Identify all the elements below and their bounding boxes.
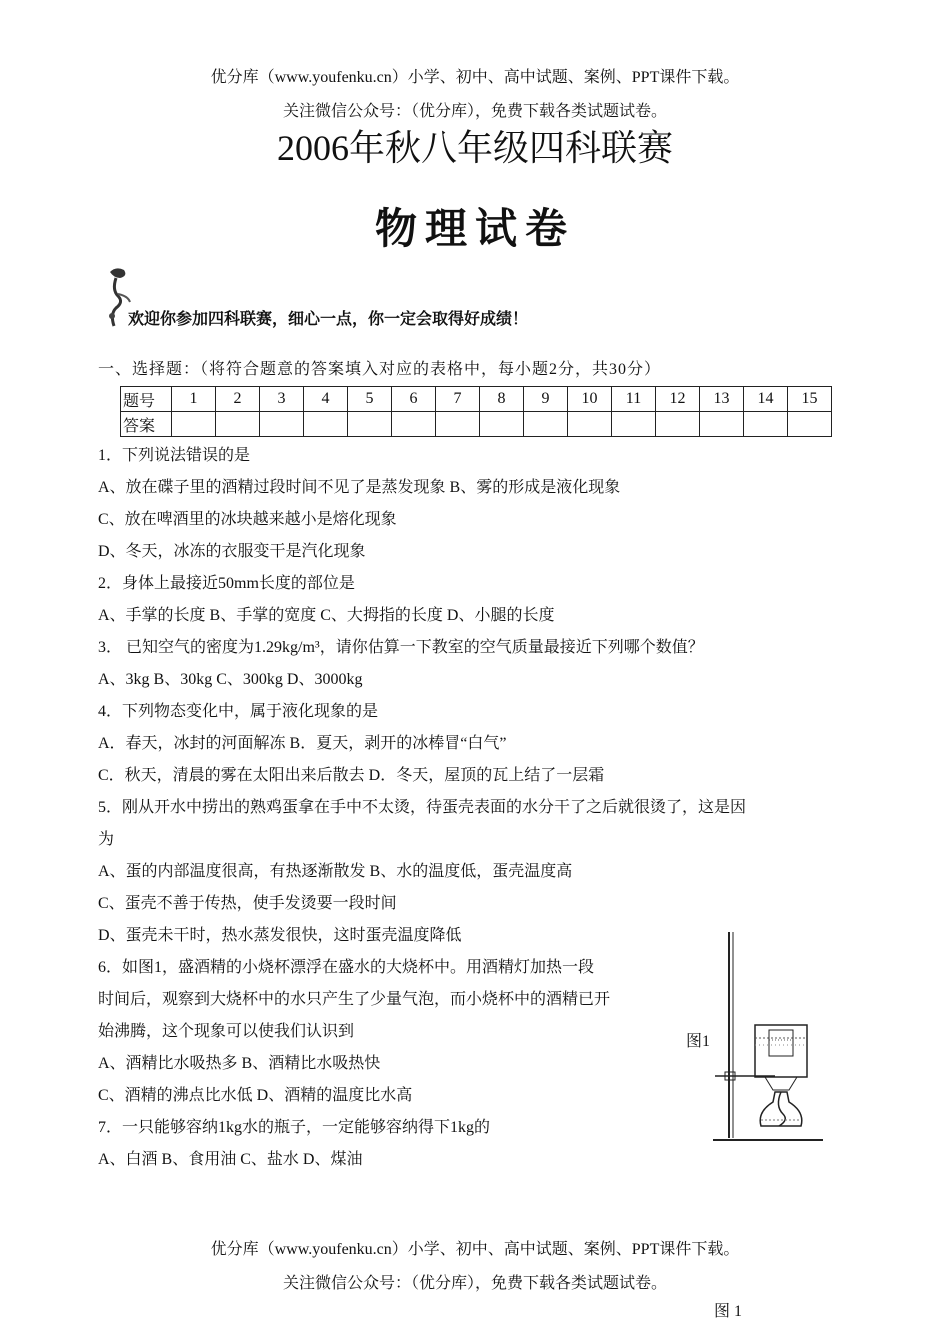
question-line: C、蛋壳不善于传热，使手发烫要一段时间 (98, 895, 397, 912)
question-number: 10 (568, 387, 612, 412)
question-number: 13 (700, 387, 744, 412)
question-line: 3． 已知空气的密度为1.29kg/m³，请你估算一下教室的空气质量最接近下列哪个数值？ (98, 639, 704, 656)
question-line: 为 (98, 831, 115, 848)
question-number: 9 (524, 387, 568, 412)
question-line: A、手掌的长度 B、手掌的宽度 C、大拇指的长度 D、小腿的长度 (98, 607, 555, 624)
row-label-answer: 答案 (121, 412, 172, 437)
exam-title: 2006年秋八年级四科联赛 (276, 128, 673, 168)
exam-subtitle: 物理试卷 (374, 207, 575, 253)
footer-line-1: 优分库（www.youfenku.cn）小学、初中、高中试题、案例、PPT课件下载。 (210, 1241, 740, 1258)
question-number: 15 (788, 387, 832, 412)
answer-cell[interactable] (480, 412, 524, 437)
question-number: 14 (744, 387, 788, 412)
answer-cell[interactable] (612, 412, 656, 437)
question-number: 11 (612, 387, 656, 412)
question-line: 6．如图1，盛酒精的小烧杯漂浮在盛水的大烧杯中。用酒精灯加热一段 (98, 959, 595, 976)
answer-cell[interactable] (172, 412, 216, 437)
question-line: 2．身体上最接近50mm长度的部位是 (98, 575, 355, 592)
question-line: A、放在碟子里的酒精过段时间不见了是蒸发现象 B、雾的形成是液化现象 (98, 479, 621, 496)
header-line-2: 关注微信公众号：（优分库），免费下载各类试题试卷。 (282, 103, 667, 120)
question-number: 1 (172, 387, 216, 412)
question-line: C、放在啤酒里的冰块越来越小是熔化现象 (98, 511, 397, 528)
answer-cell[interactable] (788, 412, 832, 437)
question-number: 6 (392, 387, 436, 412)
answer-cell[interactable] (304, 412, 348, 437)
answer-cell[interactable] (216, 412, 260, 437)
question-number: 4 (304, 387, 348, 412)
answer-cell[interactable] (392, 412, 436, 437)
footer-line-2: 关注微信公众号：（优分库），免费下载各类试题试卷。 (282, 1275, 667, 1292)
question-number: 5 (348, 387, 392, 412)
question-number: 3 (260, 387, 304, 412)
row-label-number: 题号 (121, 387, 172, 412)
answer-cell[interactable] (744, 412, 788, 437)
answer-cell[interactable] (348, 412, 392, 437)
answer-table (120, 386, 832, 437)
table-row-answers (121, 412, 832, 437)
question-line: 时间后，观察到大烧杯中的水只产生了少量气泡，而小烧杯中的酒精已开 (98, 991, 611, 1008)
question-number: 7 (436, 387, 480, 412)
answer-cell[interactable] (700, 412, 744, 437)
question-line: C．秋天，清晨的雾在太阳出来后散去 D．冬天，屋顶的瓦上结了一层霜 (98, 767, 605, 784)
question-number: 8 (480, 387, 524, 412)
question-line: A、蛋的内部温度很高，有热逐渐散发 B、水的温度低，蛋壳温度高 (98, 863, 573, 880)
welcome-message: 欢迎你参加四科联赛，细心一点，你一定会取得好成绩！ (128, 309, 529, 328)
table-row-numbers (121, 387, 832, 412)
answer-cell[interactable] (656, 412, 700, 437)
question-line: 7．一只能够容纳1kg水的瓶子，一定能够容纳得下1kg的 (98, 1119, 491, 1136)
question-number: 12 (656, 387, 700, 412)
question-line: A．春天，冰封的河面解冻 B．夏天，剥开的冰棒冒“白气” (98, 735, 507, 752)
question-number: 2 (216, 387, 260, 412)
section-heading: 一、选择题：（将符合题意的答案填入对应的表格中，每小题2分，共30分） (98, 361, 662, 378)
question-line: D、冬天，冰冻的衣服变干是汽化现象 (98, 543, 366, 560)
question-line: C、酒精的沸点比水低 D、酒精的温度比水高 (98, 1087, 413, 1104)
question-line: A、3kg B、30kg C、300kg D、3000kg (98, 671, 363, 688)
answer-cell[interactable] (260, 412, 304, 437)
footer-figure-label: 图 1 (714, 1303, 743, 1320)
question-line: 1．下列说法错误的是 (98, 447, 251, 464)
question-line: 始沸腾，这个现象可以使我们认识到 (98, 1023, 355, 1040)
answer-cell[interactable] (568, 412, 612, 437)
question-line: A、白酒 B、食用油 C、盐水 D、煤油 (98, 1151, 363, 1168)
question-line: 4．下列物态变化中，属于液化现象的是 (98, 703, 379, 720)
question-line: D、蛋壳未干时，热水蒸发很快，这时蛋壳温度降低 (98, 927, 462, 944)
answer-cell[interactable] (436, 412, 480, 437)
question-line: 5．刚从开水中捞出的熟鸡蛋拿在手中不太烫，待蛋壳表面的水分干了之后就很烫了，这是因 (98, 799, 747, 816)
beaker-apparatus-figure (705, 930, 825, 1145)
question-line: A、酒精比水吸热多 B、酒精比水吸热快 (98, 1055, 381, 1072)
answer-cell[interactable] (524, 412, 568, 437)
header-line-1: 优分库（www.youfenku.cn）小学、初中、高中试题、案例、PPT课件下载。 (210, 69, 740, 86)
figure-label: 图1 (686, 1033, 711, 1050)
